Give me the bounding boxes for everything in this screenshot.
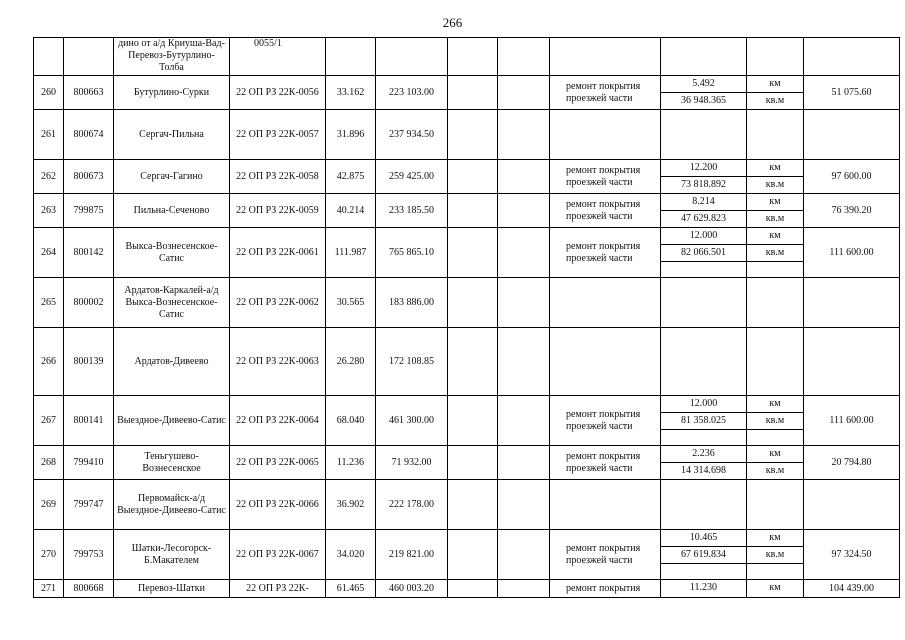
roads-table	[33, 37, 900, 598]
cell-units	[747, 446, 804, 480]
cell-work: ремонт покрытия	[550, 580, 661, 598]
cell-name: Выездное-Дивеево-Сатис	[114, 396, 230, 446]
table-row	[34, 480, 900, 530]
cell-units	[747, 160, 804, 194]
cell-units	[747, 580, 804, 598]
cell-area: 223 103.00	[376, 76, 448, 110]
unit-line: кв.м	[765, 213, 785, 224]
cell-values	[661, 446, 747, 480]
cell-id	[64, 38, 114, 76]
unit-line: км	[747, 76, 803, 93]
cell-length: 34.020	[326, 530, 376, 580]
unit-line: кв.м	[765, 179, 785, 190]
cell-units	[747, 278, 804, 328]
cell-id: 800142	[64, 228, 114, 278]
cell-cost: 104 439.00	[804, 580, 900, 598]
cell-empty-1	[448, 228, 498, 278]
cell-num: 270	[34, 530, 64, 580]
cell-work	[550, 110, 661, 160]
cell-empty-2	[498, 160, 550, 194]
cell-units	[747, 396, 804, 446]
cell-values	[661, 194, 747, 228]
value-line: 10.465	[661, 530, 746, 547]
cell-code: 22 ОП РЗ 22К-0059	[230, 194, 326, 228]
cell-cost: 20 794.80	[804, 446, 900, 480]
table-row	[34, 278, 900, 328]
cell-length: 61.465	[326, 580, 376, 598]
value-line: 82 066.501	[661, 245, 746, 262]
cell-length: 11.236	[326, 446, 376, 480]
cell-cost: 51 075.60	[804, 76, 900, 110]
unit-line: кв.м	[765, 465, 785, 476]
cell-id: 800663	[64, 76, 114, 110]
value-line: 12.200	[661, 160, 746, 177]
cell-area: 460 003.20	[376, 580, 448, 598]
cell-empty-2	[498, 228, 550, 278]
cell-length: 31.896	[326, 110, 376, 160]
cell-empty-1	[448, 480, 498, 530]
cell-id: 800141	[64, 396, 114, 446]
cell-code: 22 ОП РЗ 22К-0057	[230, 110, 326, 160]
cell-area: 222 178.00	[376, 480, 448, 530]
cell-area: 172 108.85	[376, 328, 448, 396]
cell-length: 42.875	[326, 160, 376, 194]
cell-cost	[804, 480, 900, 530]
cell-name: Шатки-Лесогорск-Б.Макателем	[114, 530, 230, 580]
cell-work	[550, 278, 661, 328]
cell-name: Пильна-Сеченово	[114, 194, 230, 228]
cell-empty-1	[448, 278, 498, 328]
cell-area: 259 425.00	[376, 160, 448, 194]
cell-num: 265	[34, 278, 64, 328]
value-line: 73 818.892	[681, 179, 726, 190]
cell-id: 800673	[64, 160, 114, 194]
cell-length: 68.040	[326, 396, 376, 446]
cell-work: ремонт покрытия проезжей части	[550, 396, 661, 446]
table-row	[34, 76, 900, 110]
cell-values	[661, 530, 747, 580]
cell-units	[747, 480, 804, 530]
cell-length: 33.162	[326, 76, 376, 110]
cell-work: ремонт покрытия проезжей части	[550, 194, 661, 228]
cell-code: 22 ОП РЗ 22К-0061	[230, 228, 326, 278]
cell-length: 30.565	[326, 278, 376, 328]
cell-name: Первомайск-а/д Выездное-Дивеево-Сатис	[114, 480, 230, 530]
value-line: 36 948.365	[681, 95, 726, 106]
cell-length: 40.214	[326, 194, 376, 228]
cell-area: 219 821.00	[376, 530, 448, 580]
cell-code: 22 ОП РЗ 22К-	[230, 580, 326, 598]
cell-id: 799753	[64, 530, 114, 580]
cell-code: 22 ОП РЗ 22К-0064	[230, 396, 326, 446]
cell-work: ремонт покрытия проезжей части	[550, 76, 661, 110]
cell-values	[661, 278, 747, 328]
unit-line: кв.м	[747, 413, 803, 430]
unit-line: км	[747, 396, 803, 413]
table-row-continuation	[34, 38, 900, 76]
cell-empty-2	[498, 278, 550, 328]
table-row	[34, 160, 900, 194]
cell-units	[747, 530, 804, 580]
cell-values	[661, 396, 747, 446]
cell-work: ремонт покрытия проезжей части	[550, 160, 661, 194]
table-row	[34, 110, 900, 160]
cell-name: Теньгушево-Вознесенское	[114, 446, 230, 480]
cell-code: 22 ОП РЗ 22К-0066	[230, 480, 326, 530]
cell-id: 800674	[64, 110, 114, 160]
cell-cost: 76 390.20	[804, 194, 900, 228]
cell-length: 26.280	[326, 328, 376, 396]
cell-empty-1	[448, 396, 498, 446]
cell-id: 800139	[64, 328, 114, 396]
cell-id: 799410	[64, 446, 114, 480]
cell-name: Сергач-Пильна	[114, 110, 230, 160]
cell-id: 800668	[64, 580, 114, 598]
cell-cost: 111 600.00	[804, 228, 900, 278]
cell-empty-1	[448, 110, 498, 160]
cell-cost	[804, 328, 900, 396]
value-line: 47 629.823	[681, 213, 726, 224]
unit-line: км	[769, 582, 781, 593]
value-line: 2.236	[661, 446, 746, 463]
cell-empty-2	[498, 110, 550, 160]
cell-empty-2	[498, 580, 550, 598]
cell-work: ремонт покрытия проезжей части	[550, 228, 661, 278]
cell-empty-2	[498, 194, 550, 228]
cell-work	[550, 480, 661, 530]
cell-num: 266	[34, 328, 64, 396]
unit-line: км	[747, 228, 803, 245]
cell-num: 261	[34, 110, 64, 160]
cell-num: 268	[34, 446, 64, 480]
unit-line: кв.м	[765, 95, 785, 106]
cell-values	[661, 160, 747, 194]
cell-work: ремонт покрытия проезжей части	[550, 446, 661, 480]
cell-cost	[804, 278, 900, 328]
value-line: 5.492	[661, 76, 746, 93]
cell-values	[661, 480, 747, 530]
cell-area: 71 932.00	[376, 446, 448, 480]
cell-empty-1	[448, 76, 498, 110]
cell-values	[661, 328, 747, 396]
cell-num: 262	[34, 160, 64, 194]
value-line: 67 619.834	[661, 547, 746, 564]
cell-code: 22 ОП РЗ 22К-0056	[230, 76, 326, 110]
cell-values	[661, 76, 747, 110]
cell-empty-2	[498, 480, 550, 530]
cell-num: 264	[34, 228, 64, 278]
cell-code: 22 ОП РЗ 22К-0063	[230, 328, 326, 396]
cell-area: 765 865.10	[376, 228, 448, 278]
value-line: 12.000	[661, 396, 746, 413]
cell-values	[661, 580, 747, 598]
cell-empty-1	[448, 160, 498, 194]
cell-empty-1	[448, 328, 498, 396]
table-row	[34, 530, 900, 580]
table-row	[34, 446, 900, 480]
cell-name: Выкса-Вознесенское-Сатис	[114, 228, 230, 278]
unit-line: км	[747, 446, 803, 463]
value-line: 12.000	[661, 228, 746, 245]
cell-num: 271	[34, 580, 64, 598]
cell-values	[661, 228, 747, 278]
table-row	[34, 328, 900, 396]
cell-units	[747, 76, 804, 110]
cell-id: 799875	[64, 194, 114, 228]
cell-work: ремонт покрытия проезжей части	[550, 530, 661, 580]
value-line: 11.230	[689, 582, 718, 593]
cell-cost: 97 324.50	[804, 530, 900, 580]
table-row	[34, 194, 900, 228]
unit-line: км	[747, 160, 803, 177]
cell-area: 233 185.50	[376, 194, 448, 228]
cell-units	[747, 110, 804, 160]
value-line: 14 314.698	[681, 465, 726, 476]
cell-name: Бутурлино-Сурки	[114, 76, 230, 110]
cell-empty-2	[498, 76, 550, 110]
cell-empty-1	[448, 580, 498, 598]
cell-code: 0055/1	[230, 38, 326, 76]
cell-empty-2	[498, 396, 550, 446]
cell-units	[747, 194, 804, 228]
cell-values	[661, 110, 747, 160]
cell-units	[747, 228, 804, 278]
cell-empty-2	[498, 530, 550, 580]
cell-empty-1	[448, 530, 498, 580]
cell-code: 22 ОП РЗ 22К-0067	[230, 530, 326, 580]
cell-name: дино от а/д Криуша-Вад-Перевоз-Бутурлино-Толба	[114, 38, 230, 76]
cell-empty-2	[498, 328, 550, 396]
value-line: 81 358.025	[661, 413, 746, 430]
cell-units	[747, 328, 804, 396]
cell-name: Перевоз-Шатки	[114, 580, 230, 598]
cell-name: Сергач-Гагино	[114, 160, 230, 194]
cell-empty-1	[448, 446, 498, 480]
cell-length: 111.987	[326, 228, 376, 278]
cell-work	[550, 328, 661, 396]
cell-length: 36.902	[326, 480, 376, 530]
unit-line: кв.м	[747, 547, 803, 564]
cell-area: 183 886.00	[376, 278, 448, 328]
cell-id: 800002	[64, 278, 114, 328]
cell-num	[34, 38, 64, 76]
cell-num: 260	[34, 76, 64, 110]
table-row	[34, 580, 900, 598]
cell-name: Ардатов-Каркалей-а/д Выкса-Вознесенское-Сатис	[114, 278, 230, 328]
cell-name: Ардатов-Дивеево	[114, 328, 230, 396]
cell-area: 461 300.00	[376, 396, 448, 446]
cell-cost: 111 600.00	[804, 396, 900, 446]
table-row	[34, 228, 900, 278]
cell-cost: 97 600.00	[804, 160, 900, 194]
cell-id: 799747	[64, 480, 114, 530]
cell-empty-2	[498, 446, 550, 480]
cell-empty-1	[448, 194, 498, 228]
cell-code: 22 ОП РЗ 22К-0062	[230, 278, 326, 328]
table-row	[34, 396, 900, 446]
cell-cost	[804, 110, 900, 160]
cell-code: 22 ОП РЗ 22К-0058	[230, 160, 326, 194]
cell-num: 263	[34, 194, 64, 228]
cell-num: 267	[34, 396, 64, 446]
unit-line: км	[747, 530, 803, 547]
unit-line: км	[747, 194, 803, 211]
unit-line: кв.м	[747, 245, 803, 262]
page-number: 266	[442, 15, 463, 30]
cell-num: 269	[34, 480, 64, 530]
cell-area: 237 934.50	[376, 110, 448, 160]
cell-code: 22 ОП РЗ 22К-0065	[230, 446, 326, 480]
value-line: 8.214	[661, 194, 746, 211]
